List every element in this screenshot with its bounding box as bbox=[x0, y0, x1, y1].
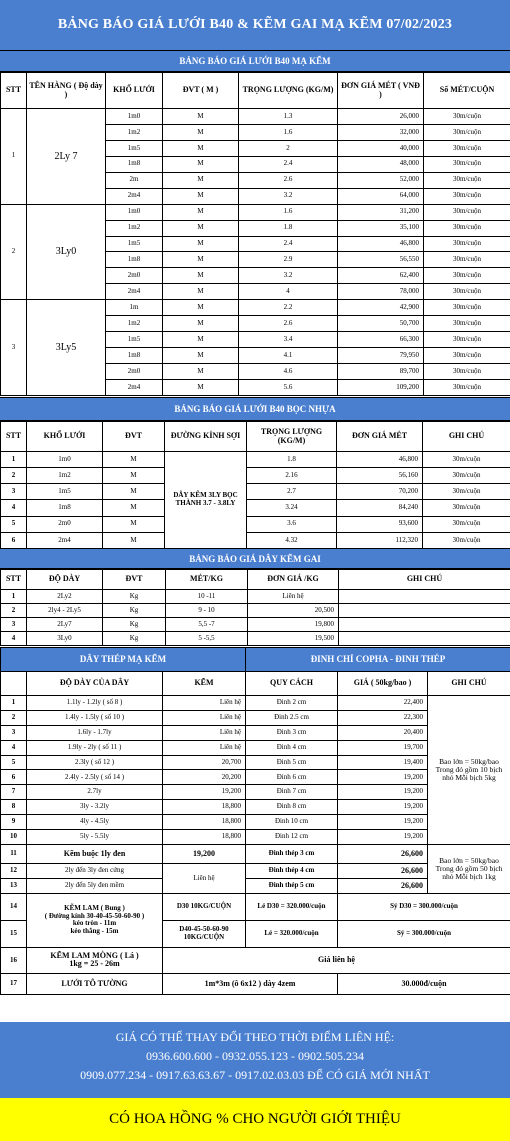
table-cell: 2 bbox=[239, 141, 338, 157]
table-cell: Đinh thép 3 cm bbox=[246, 845, 338, 864]
table-cell: 3.6 bbox=[247, 517, 337, 533]
table-cell: 1m5 bbox=[106, 237, 163, 253]
table-cell: 79,950 bbox=[338, 348, 424, 364]
table-cell: M bbox=[163, 157, 239, 173]
table-cell: 4ly - 4.5ly bbox=[27, 815, 163, 830]
table-cell: 2.4 bbox=[239, 237, 338, 253]
column-header: ĐỘ DÀY CỦA DÂY bbox=[27, 672, 163, 696]
referral-banner: CÓ HOA HỒNG % CHO NGƯỜI GIỚI THIỆU bbox=[0, 1098, 510, 1141]
table-cell: 1m5 bbox=[106, 141, 163, 157]
table-cell: Lẻ = 320.000/cuộn bbox=[246, 921, 338, 948]
kem-lam-sub2: kéo tròn - 11m bbox=[72, 919, 117, 928]
table-cell: 19,200 bbox=[338, 815, 428, 830]
table-cell: 1m2 bbox=[106, 221, 163, 237]
table-cell: 22,300 bbox=[338, 711, 428, 726]
section-title-wire: DÂY THÉP MẠ KẼM bbox=[1, 648, 246, 672]
group-stt: 3 bbox=[1, 300, 27, 396]
column-header: Số MÉT/CUỘN bbox=[424, 73, 510, 109]
table-cell: Kẽm buộc 1ly đen bbox=[27, 845, 163, 864]
table-cell: Liên hệ bbox=[163, 864, 246, 894]
table-cell: 2ly đến 5ly đen mềm bbox=[27, 879, 163, 894]
table-cell: Liên hệ bbox=[163, 741, 246, 756]
table-cell: 6 bbox=[1, 770, 27, 785]
table-cell: Sỷ D30 = 300.000/cuộn bbox=[338, 894, 510, 921]
table-cell: 2m4 bbox=[27, 533, 103, 549]
column-header: STT bbox=[1, 422, 27, 452]
table-cell: M bbox=[103, 484, 165, 500]
table-cell: M bbox=[163, 316, 239, 332]
table-cell: 1.8 bbox=[239, 221, 338, 237]
column-header: ĐƠN GIÁ /KG bbox=[248, 570, 339, 590]
table-cell: D40-45-50-60-90 10KG/CUỘN bbox=[163, 921, 246, 948]
table-cell: Đinh 6 cm bbox=[246, 770, 338, 785]
table-cell: 11 bbox=[1, 845, 27, 864]
kem-lam-name: KẼM LAM ( Bung ) bbox=[64, 904, 125, 913]
table-cell bbox=[339, 632, 510, 646]
table-cell: 19,400 bbox=[338, 756, 428, 771]
table-cell: 40,000 bbox=[338, 141, 424, 157]
table-cell: 3ly - 3.2ly bbox=[27, 800, 163, 815]
table-cell: 62,400 bbox=[338, 268, 424, 284]
table-cell: 2m bbox=[106, 173, 163, 189]
table-cell: LƯỚI TÔ TƯỜNG bbox=[27, 974, 163, 995]
table-cell bbox=[339, 618, 510, 632]
table-cell: 1m8 bbox=[106, 348, 163, 364]
table-cell: 1m8 bbox=[106, 252, 163, 268]
table-cell: Đinh 4 cm bbox=[246, 741, 338, 756]
table-cell: M bbox=[163, 205, 239, 221]
group-name: 2Ly 7 bbox=[27, 109, 106, 205]
table-cell: 1.1ly - 1.2ly ( số 8 ) bbox=[27, 696, 163, 711]
column-header: QUY CÁCH bbox=[246, 672, 338, 696]
table-cell: M bbox=[163, 380, 239, 396]
table-cell: 4 bbox=[239, 284, 338, 300]
column-header: ĐVT ( M ) bbox=[163, 73, 239, 109]
table-cell: 1m2 bbox=[106, 125, 163, 141]
table-cell: 3 bbox=[1, 726, 27, 741]
table-cell: 66,300 bbox=[338, 332, 424, 348]
table-cell: M bbox=[163, 284, 239, 300]
table-cell: M bbox=[103, 452, 165, 468]
table-cell: 2.7 bbox=[247, 484, 337, 500]
table-cell: 5.6 bbox=[239, 380, 338, 396]
table-cell: M bbox=[103, 500, 165, 516]
column-header: TRỌNG LƯỢNG (KG/M) bbox=[247, 422, 337, 452]
column-header: STT bbox=[1, 73, 27, 109]
table-cell: 31,200 bbox=[338, 205, 424, 221]
table-cell: 18,800 bbox=[163, 815, 246, 830]
column-header: MÉT/KG bbox=[166, 570, 248, 590]
table-cell: 30m/cuộn bbox=[424, 205, 510, 221]
table-cell: 2Ly2 bbox=[27, 590, 103, 604]
table-cell: 112,320 bbox=[337, 533, 423, 549]
table-cell: 1.4ly - 1.5ly ( số 10 ) bbox=[27, 711, 163, 726]
table-cell: 93,600 bbox=[337, 517, 423, 533]
table-cell: 30m/cuộn bbox=[424, 221, 510, 237]
table-cell: 3.24 bbox=[247, 500, 337, 516]
group-name: 3Ly0 bbox=[27, 205, 106, 301]
table-cell: 20,400 bbox=[338, 726, 428, 741]
table-cell: 2Ly7 bbox=[27, 618, 103, 632]
table-cell: 1m2 bbox=[27, 468, 103, 484]
kem-lam-info bbox=[27, 894, 163, 948]
table-cell: 19,200 bbox=[338, 785, 428, 800]
table-cell: 30m/cuộn bbox=[423, 484, 510, 500]
table-cell: M bbox=[163, 237, 239, 253]
table-cell: Đinh thép 4 cm bbox=[246, 864, 338, 879]
section-title-barbed: BẢNG BÁO GIÁ DÂY KẼM GAI bbox=[0, 548, 510, 569]
table-cell: 22,400 bbox=[338, 696, 428, 711]
table-cell: 89,700 bbox=[338, 364, 424, 380]
group-stt: 2 bbox=[1, 205, 27, 301]
table-cell: 2 bbox=[1, 711, 27, 726]
table-cell: 19,700 bbox=[338, 741, 428, 756]
table-cell: 2.6 bbox=[239, 316, 338, 332]
table-cell: 2m4 bbox=[106, 189, 163, 205]
table-cell: 78,000 bbox=[338, 284, 424, 300]
table-cell: M bbox=[163, 125, 239, 141]
table-cell: 3.4 bbox=[239, 332, 338, 348]
table-cell: 30.000đ/cuộn bbox=[338, 974, 510, 995]
table-cell: 30m/cuộn bbox=[423, 500, 510, 516]
table-cell: M bbox=[163, 268, 239, 284]
note-bag-50: Bao lớn = 50kg/bao Trong đó gồm 50 bịch nhỏ Mỗi bịch 1kg bbox=[428, 845, 510, 894]
table-cell: M bbox=[163, 300, 239, 316]
footer-line-2: 0936.600.600 - 0932.055.123 - 0902.505.234 bbox=[146, 1049, 364, 1063]
table-cell: Đinh 7 cm bbox=[246, 785, 338, 800]
table-cell: Kg bbox=[103, 632, 166, 646]
table-cell: M bbox=[103, 517, 165, 533]
table-cell: 4 bbox=[1, 500, 27, 516]
table-cell: 1m0 bbox=[106, 109, 163, 125]
table-cell: D30 10KG/CUỘN bbox=[163, 894, 246, 921]
table-cell: Đinh 2 cm bbox=[246, 696, 338, 711]
column-header: GHI CHÚ bbox=[428, 672, 510, 696]
table-wire-nails bbox=[0, 647, 510, 995]
table-cell: 64,000 bbox=[338, 189, 424, 205]
table-cell: Đinh 5 cm bbox=[246, 756, 338, 771]
table-cell: 2m4 bbox=[106, 284, 163, 300]
table-cell: 15 bbox=[1, 921, 27, 948]
table-barbed-wire bbox=[0, 569, 510, 646]
table-cell: 30m/cuộn bbox=[424, 332, 510, 348]
table-cell: 30m/cuộn bbox=[424, 364, 510, 380]
table-cell: 3 bbox=[1, 618, 27, 632]
kem-lam-mong-name: KẼM LAM MÒNG ( Lá ) bbox=[50, 950, 139, 960]
table-cell: Kg bbox=[103, 604, 166, 618]
table-cell: M bbox=[163, 348, 239, 364]
table-cell: 20,200 bbox=[163, 770, 246, 785]
column-header: ĐƠN GIÁ MÉT bbox=[337, 422, 423, 452]
table-cell: 1m2 bbox=[106, 316, 163, 332]
table-cell: 17 bbox=[1, 974, 27, 995]
table-cell: 5,5 -7 bbox=[166, 618, 248, 632]
table-cell: 12 bbox=[1, 864, 27, 879]
column-header: ĐƠN GIÁ MÉT ( VNĐ ) bbox=[338, 73, 424, 109]
column-header: KHỔ LƯỚI bbox=[27, 422, 103, 452]
table-cell: 5ly - 5.5ly bbox=[27, 830, 163, 845]
table-cell: Đinh 3 cm bbox=[246, 726, 338, 741]
table-cell: 9 bbox=[1, 815, 27, 830]
table-cell: 2ly đến 3ly đen cứng bbox=[27, 864, 163, 879]
table-cell: 30m/cuộn bbox=[424, 189, 510, 205]
footer-contact bbox=[0, 1022, 510, 1098]
column-header: STT bbox=[1, 570, 27, 590]
footer-line-3: 0909.077.234 - 0917.63.63.67 - 0917.02.03.03 ĐỂ CÓ GIÁ MỚI NHẤT bbox=[80, 1068, 430, 1082]
table-cell: 30m/cuộn bbox=[424, 380, 510, 396]
table-cell: 30m/cuộn bbox=[424, 141, 510, 157]
table-cell: 14 bbox=[1, 894, 27, 921]
table-cell: 42,900 bbox=[338, 300, 424, 316]
table-cell: 1m5 bbox=[106, 332, 163, 348]
table-cell: 1 bbox=[1, 590, 27, 604]
table-cell: 7 bbox=[1, 785, 27, 800]
table-cell: 10 -11 bbox=[166, 590, 248, 604]
table-cell: 2m0 bbox=[27, 517, 103, 533]
table-cell: 8 bbox=[1, 800, 27, 815]
table-cell: 48,000 bbox=[338, 157, 424, 173]
page-title: BẢNG BÁO GIÁ LƯỚI B40 & KẼM GAI MẠ KẼM 07/02/2023 bbox=[0, 0, 510, 50]
table-cell: 9 - 10 bbox=[166, 604, 248, 618]
column-header: ĐVT bbox=[103, 422, 165, 452]
table-cell: 13 bbox=[1, 879, 27, 894]
table-cell: 30m/cuộn bbox=[423, 533, 510, 549]
table-cell: 20,700 bbox=[163, 756, 246, 771]
table-cell: 4 bbox=[1, 741, 27, 756]
table-cell: Sỷ = 300.000/cuộn bbox=[338, 921, 510, 948]
table-cell: 3Ly0 bbox=[27, 632, 103, 646]
table-cell: 3.2 bbox=[239, 268, 338, 284]
table-cell: 2.3ly ( số 12 ) bbox=[27, 756, 163, 771]
table-cell: 2 bbox=[1, 604, 27, 618]
table-cell: M bbox=[163, 109, 239, 125]
table-cell: 30m/cuộn bbox=[424, 284, 510, 300]
table-cell: M bbox=[103, 533, 165, 549]
table-cell: 1.6ly - 1.7ly bbox=[27, 726, 163, 741]
table-cell: 56,550 bbox=[338, 252, 424, 268]
table-cell: M bbox=[163, 332, 239, 348]
table-cell: 19,200 bbox=[338, 800, 428, 815]
table-cell: 1m8 bbox=[27, 500, 103, 516]
table-cell: 26,600 bbox=[338, 864, 428, 879]
column-header: KẼM bbox=[163, 672, 246, 696]
table-cell: Đinh 10 cm bbox=[246, 815, 338, 830]
table-cell: 19,200 bbox=[338, 830, 428, 845]
group-stt: 1 bbox=[1, 109, 27, 205]
table-cell: Lẻ D30 = 320.000/cuộn bbox=[246, 894, 338, 921]
column-header: ĐVT bbox=[103, 570, 166, 590]
table-cell: 5 bbox=[1, 756, 27, 771]
table-cell: 19,200 bbox=[338, 770, 428, 785]
table-cell: Liên hệ bbox=[248, 590, 339, 604]
table-cell: M bbox=[163, 189, 239, 205]
table-cell: 30m/cuộn bbox=[423, 468, 510, 484]
table-cell: M bbox=[163, 141, 239, 157]
table-cell: 30m/cuộn bbox=[424, 300, 510, 316]
table-cell: 1m0 bbox=[106, 205, 163, 221]
table-cell: 30m/cuộn bbox=[424, 268, 510, 284]
table-cell: 30m/cuộn bbox=[423, 452, 510, 468]
wire-diameter-note: DÂY KẼM 3LY BỌC THÀNH 3.7 - 3.8LY bbox=[165, 452, 247, 549]
table-cell: 1.6 bbox=[239, 205, 338, 221]
table-cell: 30m/cuộn bbox=[424, 316, 510, 332]
table-cell: 46,800 bbox=[338, 237, 424, 253]
table-cell: 70,200 bbox=[337, 484, 423, 500]
table-cell: 19,500 bbox=[248, 632, 339, 646]
table-cell: 35,100 bbox=[338, 221, 424, 237]
table-cell: 2m4 bbox=[106, 380, 163, 396]
note-bag-10: Bao lớn = 50kg/bao Trong đó gồm 10 bịch nhỏ Mỗi bịch 5kg bbox=[428, 696, 510, 845]
table-cell: 6 bbox=[1, 533, 27, 549]
footer-line-1: GIÁ CÓ THỂ THAY ĐỔI THEO THỜI ĐIỂM LIÊN HỆ: bbox=[115, 1030, 395, 1044]
table-cell: 2.4ly - 2.5ly ( số 14 ) bbox=[27, 770, 163, 785]
table-cell bbox=[339, 604, 510, 618]
table-cell: M bbox=[163, 173, 239, 189]
column-header: TRỌNG LƯỢNG (KG/M) bbox=[239, 73, 338, 109]
table-cell: 52,000 bbox=[338, 173, 424, 189]
table-cell: 1.8 bbox=[247, 452, 337, 468]
table-cell: 1m bbox=[106, 300, 163, 316]
table-cell: M bbox=[163, 252, 239, 268]
table-cell: 19,200 bbox=[163, 785, 246, 800]
table-cell: 30m/cuộn bbox=[424, 237, 510, 253]
table-cell: 2.7ly bbox=[27, 785, 163, 800]
table-cell: Giá liên hệ bbox=[163, 948, 510, 974]
column-header: KHỔ LƯỚI bbox=[106, 73, 163, 109]
table-cell: 109,200 bbox=[338, 380, 424, 396]
table-cell: M bbox=[163, 221, 239, 237]
kem-lam-mong-sub: 1kg = 25 - 26m bbox=[69, 959, 120, 969]
table-cell: Đinh 8 cm bbox=[246, 800, 338, 815]
table-cell: Đinh 2.5 cm bbox=[246, 711, 338, 726]
table-cell: 18,800 bbox=[163, 830, 246, 845]
group-name: 3Ly5 bbox=[27, 300, 106, 396]
table-cell: 5 bbox=[1, 517, 27, 533]
table-cell: 56,160 bbox=[337, 468, 423, 484]
table-cell: 5 -5,5 bbox=[166, 632, 248, 646]
table-cell: 1m0 bbox=[27, 452, 103, 468]
table-cell: 2m0 bbox=[106, 268, 163, 284]
table-cell: 26,000 bbox=[338, 109, 424, 125]
table-cell: Liên hệ bbox=[163, 696, 246, 711]
section-title-galvanized: BẢNG BÁO GIÁ LƯỚI B40 MẠ KẼM bbox=[0, 50, 510, 72]
table-cell: 30m/cuộn bbox=[424, 109, 510, 125]
table-cell: 2.9 bbox=[239, 252, 338, 268]
table-cell: 1.3 bbox=[239, 109, 338, 125]
column-header: GIÁ ( 50kg/bao ) bbox=[338, 672, 428, 696]
table-cell: 30m/cuộn bbox=[424, 173, 510, 189]
kem-lam-sub: ( Đường kính 30-40-45-50-60-90 ) bbox=[44, 911, 145, 920]
table-cell: Kg bbox=[103, 618, 166, 632]
table-cell: 2m0 bbox=[106, 364, 163, 380]
table-cell: 1m5 bbox=[27, 484, 103, 500]
table-cell: 16 bbox=[1, 948, 27, 974]
table-cell: Liên hệ bbox=[163, 711, 246, 726]
table-cell: 2ly4 - 2Ly5 bbox=[27, 604, 103, 618]
table-cell: 18,800 bbox=[163, 800, 246, 815]
column-header bbox=[1, 672, 27, 696]
section-title-pvc: BẢNG BÁO GIÁ LƯỚI B40 BỌC NHỰA bbox=[0, 397, 510, 421]
table-cell: 2 bbox=[1, 468, 27, 484]
table-cell: 19,200 bbox=[163, 845, 246, 864]
table-cell: 2.2 bbox=[239, 300, 338, 316]
table-cell: Liên hệ bbox=[163, 726, 246, 741]
table-cell: 30m/cuộn bbox=[424, 348, 510, 364]
table-cell: 46,800 bbox=[337, 452, 423, 468]
table-cell: 2.16 bbox=[247, 468, 337, 484]
table-cell: Đinh 12 cm bbox=[246, 830, 338, 845]
table-cell: 10 bbox=[1, 830, 27, 845]
table-cell: 3.2 bbox=[239, 189, 338, 205]
table-cell: 4.1 bbox=[239, 348, 338, 364]
table-cell: 1m*3m (ô 6x12 ) dày 4zem bbox=[163, 974, 338, 995]
table-cell: 4 bbox=[1, 632, 27, 646]
section-title-nails: ĐINH CHỈ COPHA - ĐINH THÉP bbox=[246, 648, 510, 672]
table-cell: 84,240 bbox=[337, 500, 423, 516]
table-cell: 1.6 bbox=[239, 125, 338, 141]
table-cell: 19,800 bbox=[248, 618, 339, 632]
table-cell: 26,600 bbox=[338, 845, 428, 864]
table-cell: 50,700 bbox=[338, 316, 424, 332]
table-cell: Đinh thép 5 cm bbox=[246, 879, 338, 894]
table-cell: M bbox=[163, 364, 239, 380]
table-cell: 1.9ly - 2ly ( số 11 ) bbox=[27, 741, 163, 756]
table-cell: 2.4 bbox=[239, 157, 338, 173]
table-cell: 30m/cuộn bbox=[424, 125, 510, 141]
table-cell: 2.6 bbox=[239, 173, 338, 189]
table-pvc-mesh bbox=[0, 421, 510, 549]
table-cell: 30m/cuộn bbox=[423, 517, 510, 533]
kem-lam-sub3: kéo thẳng - 15m bbox=[70, 927, 119, 936]
table-cell: 1 bbox=[1, 696, 27, 711]
table-cell: 1m8 bbox=[106, 157, 163, 173]
column-header: ĐƯỜNG KÍNH SỢI bbox=[165, 422, 247, 452]
table-cell: 26,600 bbox=[338, 879, 428, 894]
table-galvanized-mesh bbox=[0, 72, 510, 396]
column-header: GHI CHÚ bbox=[423, 422, 510, 452]
kem-lam-mong-info bbox=[27, 948, 163, 974]
table-cell: 32,000 bbox=[338, 125, 424, 141]
column-header: GHI CHÚ bbox=[339, 570, 510, 590]
table-cell: 30m/cuộn bbox=[424, 252, 510, 268]
table-cell: 1 bbox=[1, 452, 27, 468]
table-cell: 4.32 bbox=[247, 533, 337, 549]
table-cell: M bbox=[103, 468, 165, 484]
table-cell: 20,500 bbox=[248, 604, 339, 618]
table-cell: 3 bbox=[1, 484, 27, 500]
table-cell: 4.6 bbox=[239, 364, 338, 380]
column-header: TÊN HÀNG ( Độ dày ) bbox=[27, 73, 106, 109]
column-header: ĐỘ DÀY bbox=[27, 570, 103, 590]
table-cell: Kg bbox=[103, 590, 166, 604]
table-cell bbox=[339, 590, 510, 604]
table-cell: 30m/cuộn bbox=[424, 157, 510, 173]
